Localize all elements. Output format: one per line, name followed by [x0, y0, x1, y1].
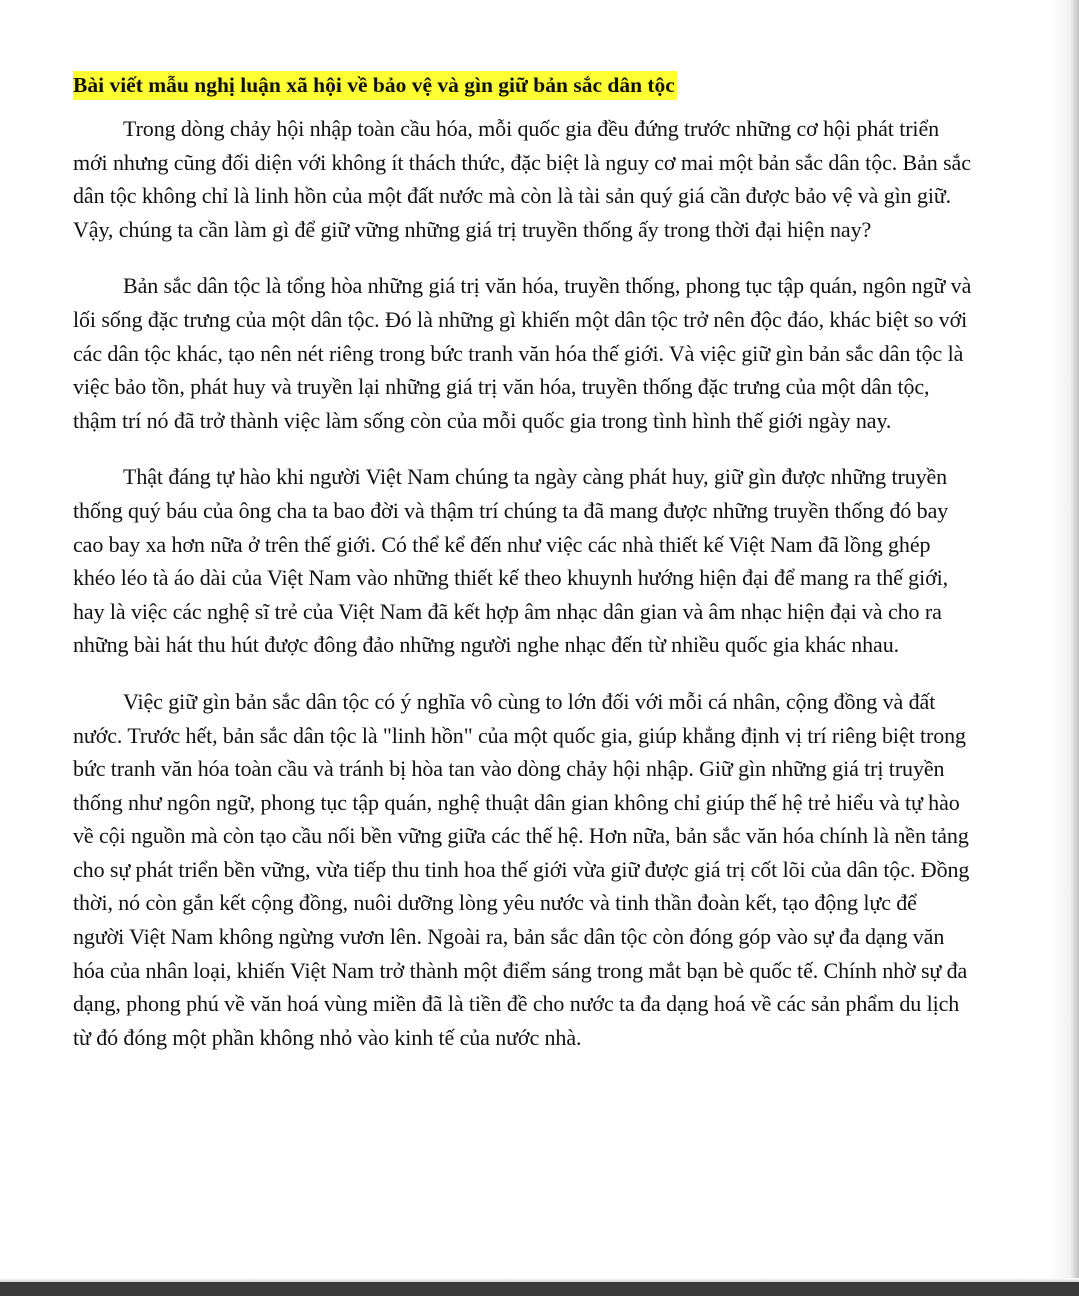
- document-title: Bài viết mẫu nghị luận xã hội về bảo vệ và gìn giữ bản sắc dân tộc: [73, 71, 677, 100]
- paragraph-examples: Thật đáng tự hào khi người Việt Nam chúng ta ngày càng phát huy, giữ gìn được những truyền thống quý báu của ông cha ta bao đời và thậm trí chúng ta đã mang được những truyền thống đó bay cao bay xa hơn nữa ở trên thế giới. Có thể kể đến như việc các nhà thiết kế Việt Nam đã lồng ghép khéo léo tà áo dài của Việt Nam vào những thiết kế theo khuynh hướng hiện đại để mang ra thế giới, hay là việc các nghệ sĩ trẻ của Việt Nam đã kết hợp âm nhạc dân gian và âm nhạc hiện đại và cho ra những bài hát thu hút được đông đảo những người nghe nhạc đến từ nhiều quốc gia khác nhau.: [73, 464, 949, 658]
- page-edge-shadow: [1049, 0, 1079, 1280]
- bottom-scroll-bar[interactable]: [0, 1282, 1079, 1296]
- document-body: [73, 68, 973, 1077]
- paragraph-intro: Trong dòng chảy hội nhập toàn cầu hóa, mỗi quốc gia đều đứng trước những cơ hội phát triển mới nhưng cũng đối diện với không ít thách thức, đặc biệt là nguy cơ mai một bản sắc dân tộc. Bản sắc dân tộc không chỉ là linh hồn của một đất nước mà còn là tài sản quý giá cần được bảo vệ và gìn giữ. Vậy, chúng ta cần làm gì để giữ vững những giá trị truyền thống ấy trong thời đại hiện nay?: [73, 116, 971, 242]
- paragraph-significance: Việc giữ gìn bản sắc dân tộc có ý nghĩa vô cùng to lớn đối với mỗi cá nhân, cộng đồng và đất nước. Trước hết, bản sắc dân tộc là "linh hồn" của một quốc gia, giúp khẳng định vị trí riêng biệt trong bức tranh văn hóa toàn cầu và tránh bị hòa tan vào dòng chảy hội nhập. Giữ gìn những giá trị truyền thống như ngôn ngữ, phong tục tập quán, nghệ thuật dân gian không chỉ giúp thế hệ trẻ hiểu và tự hào về cội nguồn mà còn tạo cầu nối bền vững giữa các thế hệ. Hơn nữa, bản sắc văn hóa chính là nền tảng cho sự phát triển bền vững, vừa tiếp thu tinh hoa thế giới vừa giữ được giá trị cốt lõi của dân tộc. Đồng thời, nó còn gắn kết cộng đồng, nuôi dưỡng lòng yêu nước và tinh thần đoàn kết, tạo động lực để người Việt Nam không ngừng vươn lên. Ngoài ra, bản sắc dân tộc còn đóng góp vào sự đa dạng văn hóa của nhân loại, khiến Việt Nam trở thành một điểm sáng trong mắt bạn bè quốc tế. Chính nhờ sự đa dạng, phong phú về văn hoá vùng miền đã là tiền đề cho nước ta đa dạng hoá về các sản phẩm du lịch từ đó đóng một phần không nhỏ vào kinh tế của nước nhà.: [73, 688, 970, 1050]
- paragraph-definition: Bản sắc dân tộc là tổng hòa những giá trị văn hóa, truyền thống, phong tục tập quán, ngôn ngữ và lối sống đặc trưng của một dân tộc. Đó là những gì khiến một dân tộc trở nên độc đáo, khác biệt so với các dân tộc khác, tạo nên nét riêng trong bức tranh văn hóa thế giới. Và việc giữ gìn bản sắc dân tộc là việc bảo tồn, phát huy và truyền lại những giá trị văn hóa, truyền thống đặc trưng của một dân tộc, thậm trí nó đã trở thành việc làm sống còn của mỗi quốc gia trong tình hình thế giới ngày nay.: [73, 273, 972, 433]
